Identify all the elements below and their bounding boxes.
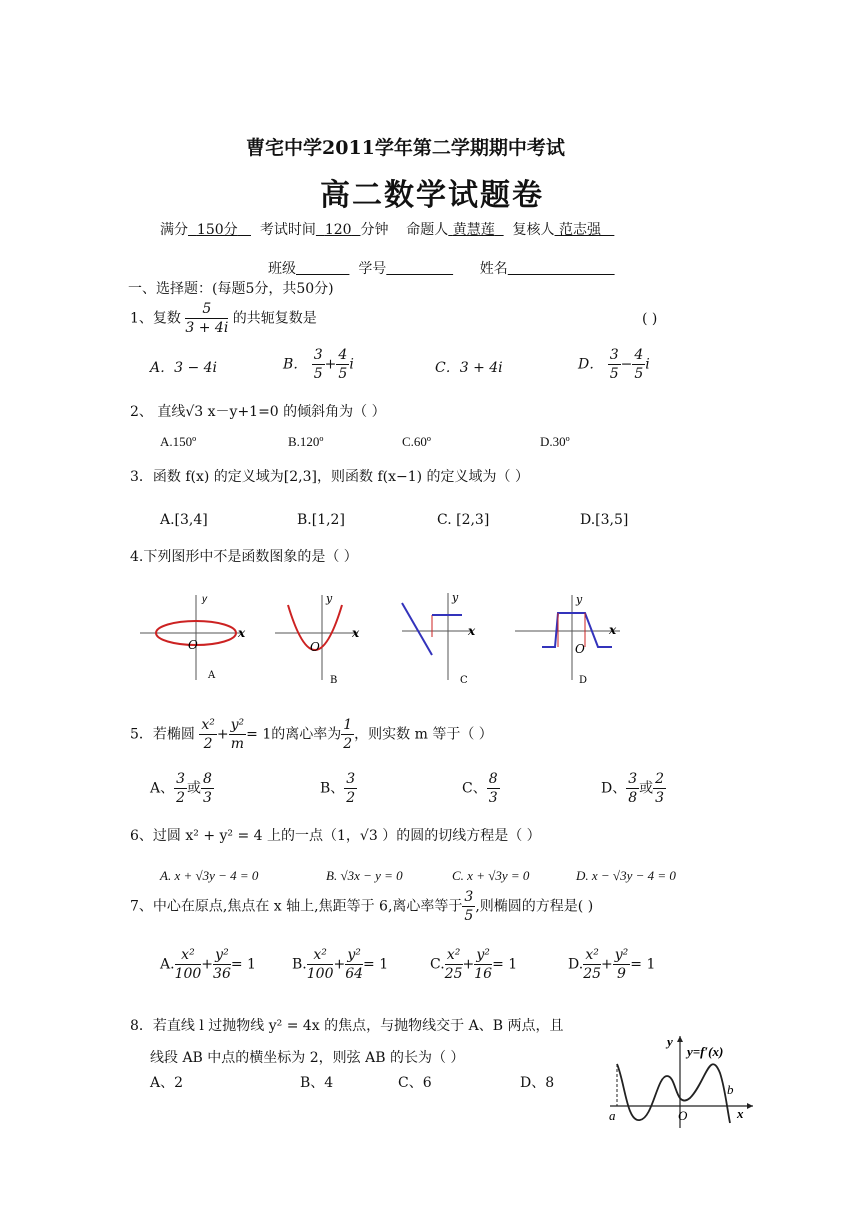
paper-title: 高二数学试题卷 bbox=[320, 178, 544, 213]
graph-d-origin: O bbox=[575, 642, 585, 656]
figure-fx-label: y=f′(x) bbox=[687, 1044, 724, 1059]
q3-option-b: B.[1,2] bbox=[297, 512, 345, 528]
id-field[interactable] bbox=[386, 261, 453, 277]
q1-option-d: D． $\frac{3}{5}$ − $\frac{4}{5}$ i bbox=[578, 347, 650, 382]
exam-info-line bbox=[160, 219, 614, 239]
q1-fraction: $\frac{5}{3 + 4i}$ bbox=[185, 301, 229, 336]
author-value: 黄慧莲 bbox=[452, 222, 495, 238]
question-1 bbox=[130, 300, 317, 337]
q1-answer-paren: ( ) bbox=[642, 311, 658, 327]
graph-a-y-label: y bbox=[202, 594, 207, 605]
q8-option-c: C、6 bbox=[398, 1075, 432, 1091]
q5-option-c: C、 $\frac{8}{3}$ bbox=[462, 771, 498, 806]
reviewer-label: 复核人 bbox=[512, 222, 555, 238]
graph-c-y-label: y bbox=[452, 591, 459, 604]
reviewer-value: 范志强 bbox=[558, 222, 601, 238]
class-label: 班级 bbox=[268, 261, 296, 277]
graph-d-x-label: x bbox=[609, 623, 617, 637]
graph-b bbox=[275, 595, 358, 680]
q5-option-d: D、 $\frac{3}{8}$ 或 $\frac{2}{3}$ bbox=[601, 771, 665, 806]
q7-option-b: B. $\frac{\text{x²}}{100}$ + $\frac{\text{y²}}{64}$ = 1 bbox=[292, 947, 389, 982]
question-8-line1: 8．若直线 l 过抛物线 y² = 4x 的焦点，与抛物线交于 A、B 两点，且 bbox=[130, 1018, 564, 1034]
student-info-line bbox=[268, 258, 615, 278]
q8-option-b: B、4 bbox=[300, 1075, 334, 1091]
figure-y-label: y bbox=[667, 1034, 673, 1049]
q1-stem-pre: 1、复数 bbox=[130, 310, 181, 327]
graph-a-label: A bbox=[208, 670, 216, 681]
q1-option-b: B． $\frac{3}{5}$ + $\frac{4}{5}$ i bbox=[283, 347, 354, 382]
q2-option-b: B.120º bbox=[288, 434, 324, 449]
q3-option-c: C. [2,3] bbox=[437, 512, 490, 528]
q7-option-a: A. $\frac{\text{x²}}{100}$ + $\frac{\text{y²}}{36}$ = 1 bbox=[160, 947, 256, 982]
section-title: 一、选择题：(每题5分，共50分) bbox=[128, 281, 334, 297]
q5-option-b: B、 $\frac{3}{2}$ bbox=[320, 771, 356, 806]
q8-option-a: A、2 bbox=[150, 1075, 184, 1091]
question-4: 4.下列图形中不是函数图象的是（ ） bbox=[130, 549, 358, 565]
figure-a-label: a bbox=[609, 1108, 616, 1123]
q2-option-c: C.60º bbox=[402, 434, 431, 449]
q6-option-d: D. x − √3y − 4 = 0 bbox=[576, 868, 676, 883]
score-value: 150分 bbox=[196, 222, 238, 238]
graph-d-label: D bbox=[579, 675, 588, 686]
time-value: 120 bbox=[324, 222, 352, 238]
q8-option-d: D、8 bbox=[520, 1075, 555, 1091]
name-field[interactable] bbox=[508, 261, 615, 277]
q6-option-a: A. x + √3y − 4 = 0 bbox=[160, 868, 259, 883]
figure-origin-label: O bbox=[678, 1108, 688, 1123]
graph-c-x-label: x bbox=[468, 624, 476, 638]
graph-c-label: C bbox=[460, 675, 468, 686]
q2-option-a: A.150º bbox=[160, 434, 197, 449]
graph-b-label: B bbox=[330, 675, 338, 686]
derivative-figure bbox=[605, 1028, 760, 1133]
author-label: 命题人 bbox=[406, 222, 449, 238]
time-unit: 分钟 bbox=[360, 222, 389, 238]
question-3: 3．函数 f(x) 的定义域为[2,3]，则函数 f(x−1) 的定义域为（ ） bbox=[130, 469, 529, 485]
graph-a-origin: O bbox=[188, 638, 198, 652]
q1-stem-post: 的共轭复数是 bbox=[232, 310, 317, 327]
question-6: 6、过圆 x² + y² = 4 上的一点（1，√3 ）的圆的切线方程是（ ） bbox=[130, 828, 541, 844]
graph-a-x-label: x bbox=[238, 626, 246, 640]
q4-graphs bbox=[130, 585, 630, 690]
figure-x-label: x bbox=[737, 1106, 744, 1121]
q5-option-a: A、 $\frac{3}{2}$ 或 $\frac{8}{3}$ bbox=[150, 771, 212, 806]
score-label: 满分 bbox=[160, 222, 188, 238]
q3-option-a: A.[3,4] bbox=[160, 512, 208, 528]
question-2: 2、 直线√3 x－y+1=0 的倾斜角为（ ） bbox=[130, 404, 386, 420]
q7-option-c: C. $\frac{\text{x²}}{25}$ + $\frac{\text{y²}}{16}$ = 1 bbox=[430, 947, 518, 982]
graph-c bbox=[402, 593, 472, 680]
name-label: 姓名 bbox=[479, 261, 508, 277]
question-8-line2: 线段 AB 中点的横坐标为 2，则弦 AB 的长为（ ） bbox=[150, 1050, 465, 1066]
q6-option-c: C. x + √3y = 0 bbox=[452, 868, 530, 883]
figure-b-label: b bbox=[727, 1082, 734, 1097]
school-title: 曹宅中学2011学年第二学期期中考试 bbox=[246, 137, 565, 159]
graph-d-y-label: y bbox=[576, 593, 583, 606]
q3-option-d: D.[3,5] bbox=[580, 512, 629, 528]
q6-option-b: B. √3x − y = 0 bbox=[326, 868, 403, 883]
question-5: 5．若椭圆 $\frac{\text{x²}}{2}$ + $\frac{\text{y²}}{m}$ = 1的离心率为 $\frac{1}{2}$ ，则实数 m 等于（ ） bbox=[130, 717, 493, 752]
q1-option-a: A．3 − 4i bbox=[150, 360, 218, 376]
q1-option-c: C．3 + 4i bbox=[435, 360, 503, 376]
q7-option-d: D. $\frac{\text{x²}}{25}$ + $\frac{\text{y²}}{9}$ = 1 bbox=[568, 947, 656, 982]
graph-b-origin: O bbox=[310, 640, 320, 654]
class-field[interactable] bbox=[296, 261, 349, 277]
graph-b-y-label: y bbox=[326, 592, 333, 605]
q2-option-d: D.30º bbox=[540, 434, 570, 449]
time-label: 考试时间 bbox=[259, 222, 316, 238]
question-7: 7、中心在原点,焦点在 x 轴上,焦距等于 6,离心率等于 $\frac{3}{5}$ ,则椭圆的方程是( ) bbox=[130, 889, 594, 924]
graph-d bbox=[515, 595, 620, 680]
id-label: 学号 bbox=[358, 261, 387, 277]
graph-b-x-label: x bbox=[352, 626, 360, 640]
